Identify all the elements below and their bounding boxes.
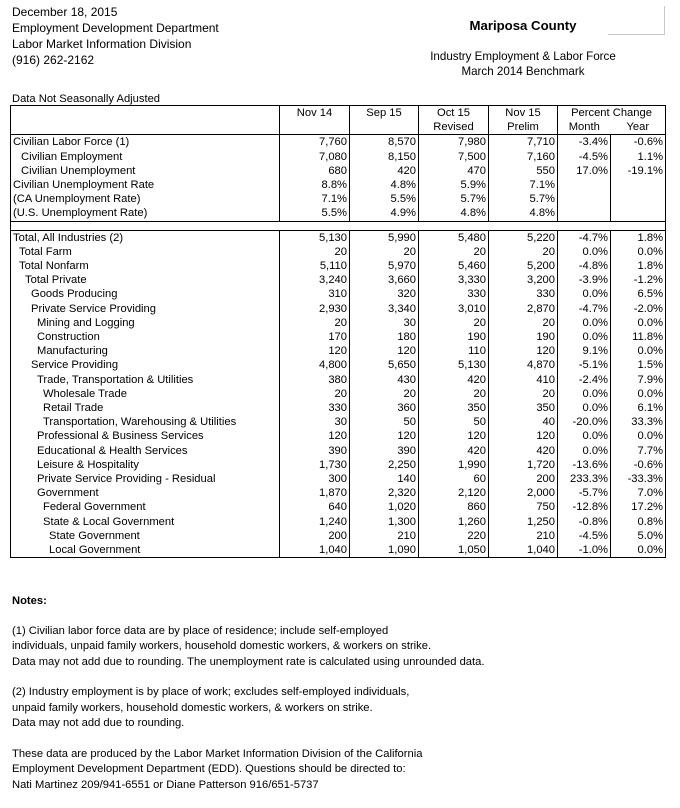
value-cell: 3,240 [280, 273, 350, 287]
row-label: Total Nonfarm [11, 259, 280, 273]
value-cell: 20 [489, 245, 558, 259]
value-cell: 120 [280, 429, 350, 443]
value-cell: 2,320 [350, 486, 419, 500]
value-cell: 5,460 [419, 259, 489, 273]
value-cell: 5,990 [350, 230, 419, 245]
value-cell: 2,250 [350, 458, 419, 472]
month-change-cell [558, 192, 611, 206]
row-label: Professional & Business Services [11, 429, 280, 443]
value-cell: 4,800 [280, 358, 350, 372]
month-change-cell: -4.7% [558, 230, 611, 245]
year-change-cell: 0.0% [611, 387, 666, 401]
col-nov15-sub: Prelim [489, 120, 558, 135]
value-cell: 40 [489, 415, 558, 429]
year-change-cell: 7.9% [611, 373, 666, 387]
value-cell: 5.9% [419, 178, 489, 192]
table-row [11, 150, 666, 164]
table-row [11, 444, 666, 458]
note-line: Data may not add due to rounding. [12, 717, 185, 729]
value-cell: 7,710 [489, 135, 558, 150]
table-row [11, 500, 666, 514]
year-change-cell: 17.2% [611, 500, 666, 514]
table-row [11, 486, 666, 500]
value-cell: 50 [419, 415, 489, 429]
value-cell: 320 [350, 287, 419, 301]
year-change-cell [611, 178, 666, 192]
value-cell: 8.8% [280, 178, 350, 192]
month-change-cell: -20.0% [558, 415, 611, 429]
value-cell: 5.7% [489, 192, 558, 206]
table-row [11, 529, 666, 543]
value-cell: 640 [280, 500, 350, 514]
value-cell: 210 [350, 529, 419, 543]
year-change-cell: 1.1% [611, 150, 666, 164]
year-change-cell [611, 192, 666, 206]
row-label: Total, All Industries (2) [11, 230, 280, 245]
value-cell: 20 [419, 245, 489, 259]
value-cell: 330 [280, 401, 350, 415]
month-change-cell: -1.0% [558, 543, 611, 558]
table-row [11, 344, 666, 358]
value-cell: 4.9% [350, 206, 419, 221]
value-cell: 2,870 [489, 302, 558, 316]
row-label: Private Service Providing [11, 302, 280, 316]
value-cell: 30 [280, 415, 350, 429]
value-cell: 7.1% [489, 178, 558, 192]
header-blank-2 [11, 120, 280, 135]
row-label: Civilian Employment [11, 150, 280, 164]
value-cell: 1,250 [489, 515, 558, 529]
division-name: Labor Market Information Division [12, 37, 192, 51]
month-change-cell: -0.8% [558, 515, 611, 529]
value-cell: 860 [419, 500, 489, 514]
table-row [11, 515, 666, 529]
value-cell: 3,010 [419, 302, 489, 316]
row-label: Transportation, Warehousing & Utilities [11, 415, 280, 429]
month-change-cell: -5.1% [558, 358, 611, 372]
value-cell: 20 [489, 316, 558, 330]
value-cell: 1,260 [419, 515, 489, 529]
value-cell: 1,020 [350, 500, 419, 514]
value-cell: 1,990 [419, 458, 489, 472]
col-month: Month [568, 121, 600, 134]
table-row [11, 259, 666, 273]
labor-force-section [11, 135, 666, 221]
employment-table [10, 105, 666, 558]
month-change-cell: -3.4% [558, 135, 611, 150]
department-name: Employment Development Department [12, 21, 219, 35]
table-row [11, 206, 666, 221]
month-change-cell: 0.0% [558, 387, 611, 401]
value-cell: 350 [489, 401, 558, 415]
month-change-cell: 9.1% [558, 344, 611, 358]
year-change-cell: -2.0% [611, 302, 666, 316]
row-label: Wholesale Trade [11, 387, 280, 401]
value-cell: 200 [489, 472, 558, 486]
table-row [11, 316, 666, 330]
year-change-cell: -33.3% [611, 472, 666, 486]
value-cell: 7,160 [489, 150, 558, 164]
value-cell: 8,570 [350, 135, 419, 150]
table-row [11, 415, 666, 429]
note-line: (2) Industry employment is by place of work; excludes self-employed individuals, [12, 686, 410, 698]
year-change-cell: 1.8% [611, 259, 666, 273]
county-title: Mariposa County [469, 18, 577, 33]
row-label: (U.S. Unemployment Rate) [11, 206, 280, 221]
value-cell: 20 [419, 316, 489, 330]
value-cell: 180 [350, 330, 419, 344]
value-cell: 140 [350, 472, 419, 486]
value-cell: 3,340 [350, 302, 419, 316]
value-cell: 420 [350, 164, 419, 178]
table-row [11, 373, 666, 387]
col-nov14-sub [280, 120, 350, 135]
value-cell: 30 [350, 316, 419, 330]
value-cell: 1,240 [280, 515, 350, 529]
value-cell: 5,200 [489, 259, 558, 273]
value-cell: 2,930 [280, 302, 350, 316]
month-change-cell: -4.5% [558, 529, 611, 543]
table-row [11, 472, 666, 486]
value-cell: 5,970 [350, 259, 419, 273]
year-change-cell: 6.5% [611, 287, 666, 301]
value-cell: 120 [350, 344, 419, 358]
row-label: Construction [11, 330, 280, 344]
value-cell: 330 [419, 287, 489, 301]
note-line: Nati Martinez 209/941-6551 or Diane Patterson 916/651-5737 [12, 778, 319, 791]
value-cell: 3,200 [489, 273, 558, 287]
table-row [11, 135, 666, 150]
notes-section [12, 594, 662, 808]
value-cell: 1,050 [419, 543, 489, 558]
year-change-cell: 7.0% [611, 486, 666, 500]
col-sep15: Sep 15 [350, 106, 419, 121]
value-cell: 20 [280, 245, 350, 259]
note-line: Data may not add due to rounding. The unemployment rate is calculated using unrounded data. [12, 655, 485, 668]
value-cell: 750 [489, 500, 558, 514]
note-line: individuals, unpaid family workers, household domestic workers, & workers on strike. [12, 640, 432, 652]
value-cell: 5.5% [280, 206, 350, 221]
value-cell: 5,110 [280, 259, 350, 273]
month-change-cell: 0.0% [558, 444, 611, 458]
value-cell: 210 [489, 529, 558, 543]
value-cell: 1,730 [280, 458, 350, 472]
value-cell: 5,130 [280, 230, 350, 245]
month-change-cell [558, 206, 611, 221]
table-row [11, 401, 666, 415]
year-change-cell: 0.0% [611, 429, 666, 443]
year-change-cell: 5.0% [611, 529, 666, 543]
value-cell: 2,120 [419, 486, 489, 500]
value-cell: 470 [419, 164, 489, 178]
value-cell: 20 [280, 316, 350, 330]
col-year: Year [611, 120, 666, 135]
value-cell: 300 [280, 472, 350, 486]
row-label: Leisure & Hospitality [11, 458, 280, 472]
section-gap [11, 221, 666, 230]
value-cell: 680 [280, 164, 350, 178]
table-row [11, 178, 666, 192]
value-cell: 430 [350, 373, 419, 387]
note-line: unpaid family workers, household domestic workers, & workers on strike. [12, 701, 373, 714]
year-change-cell: 7.7% [611, 444, 666, 458]
row-label: Service Providing [11, 358, 280, 372]
table-row [11, 429, 666, 443]
subtitle-line-1: Industry Employment & Labor Force [430, 50, 616, 63]
col-sep15-sub [350, 120, 419, 135]
year-change-cell: -19.1% [611, 164, 666, 178]
month-change-cell: 0.0% [558, 316, 611, 330]
value-cell: 1,870 [280, 486, 350, 500]
value-cell: 8,150 [350, 150, 419, 164]
value-cell: 7,980 [419, 135, 489, 150]
row-label: Civilian Labor Force (1) [11, 135, 280, 150]
value-cell: 550 [489, 164, 558, 178]
table-row [11, 358, 666, 372]
value-cell: 190 [419, 330, 489, 344]
value-cell: 5,650 [350, 358, 419, 372]
value-cell: 120 [489, 429, 558, 443]
table-row [11, 543, 666, 558]
year-change-cell: 6.1% [611, 401, 666, 415]
value-cell: 390 [350, 444, 419, 458]
value-cell: 360 [350, 401, 419, 415]
value-cell: 7,760 [280, 135, 350, 150]
report-subtitle [416, 49, 630, 79]
value-cell: 120 [280, 344, 350, 358]
year-change-cell [611, 206, 666, 221]
month-change-cell: -4.7% [558, 302, 611, 316]
table-row [11, 245, 666, 259]
value-cell: 120 [350, 429, 419, 443]
report-date: December 18, 2015 [12, 5, 118, 19]
month-change-cell: 17.0% [558, 164, 611, 178]
value-cell: 5,220 [489, 230, 558, 245]
table-row [11, 330, 666, 344]
row-label: (CA Unemployment Rate) [11, 192, 280, 206]
year-change-cell: 11.8% [611, 330, 666, 344]
month-change-cell: -2.4% [558, 373, 611, 387]
value-cell: 20 [350, 387, 419, 401]
note-line: (1) Civilian labor force data are by place of residence; include self-employed [12, 624, 389, 637]
note-2 [12, 685, 662, 732]
month-change-cell: 0.0% [558, 429, 611, 443]
month-change-cell: 0.0% [558, 330, 611, 344]
value-cell: 420 [419, 444, 489, 458]
value-cell: 1,040 [489, 543, 558, 558]
phone-number: (916) 262-2162 [12, 53, 95, 67]
value-cell: 5.5% [350, 192, 419, 206]
table-row [11, 458, 666, 472]
row-label: Federal Government [11, 500, 280, 514]
notes-title: Notes: [12, 595, 47, 607]
row-label: Manufacturing [11, 344, 280, 358]
value-cell: 120 [419, 429, 489, 443]
row-label: Civilian Unemployment [11, 164, 280, 178]
table-row [11, 287, 666, 301]
row-label: Private Service Providing - Residual [11, 472, 280, 486]
row-label: Educational & Health Services [11, 444, 280, 458]
value-cell: 7,080 [280, 150, 350, 164]
value-cell: 2,000 [489, 486, 558, 500]
year-change-cell: 1.8% [611, 230, 666, 245]
table-row [11, 230, 666, 245]
value-cell: 200 [280, 529, 350, 543]
year-change-cell: -0.6% [611, 458, 666, 472]
value-cell: 330 [489, 287, 558, 301]
month-change-cell: 0.0% [558, 401, 611, 415]
header-box [608, 6, 665, 35]
adjustment-note: Data Not Seasonally Adjusted [12, 93, 161, 105]
year-change-cell: 0.0% [611, 543, 666, 558]
col-percent-change: Percent Change [558, 106, 666, 121]
value-cell: 4.8% [489, 206, 558, 221]
month-change-cell: -13.6% [558, 458, 611, 472]
row-label: Goods Producing [11, 287, 280, 301]
row-label: State & Local Government [11, 515, 280, 529]
table-row [11, 164, 666, 178]
value-cell: 5,480 [419, 230, 489, 245]
value-cell: 1,720 [489, 458, 558, 472]
year-change-cell: 0.0% [611, 245, 666, 259]
value-cell: 4,870 [489, 358, 558, 372]
value-cell: 7.1% [280, 192, 350, 206]
value-cell: 380 [280, 373, 350, 387]
value-cell: 3,660 [350, 273, 419, 287]
row-label: Total Private [11, 273, 280, 287]
year-change-cell: 0.0% [611, 344, 666, 358]
year-change-cell: -1.2% [611, 273, 666, 287]
note-1 [12, 624, 662, 671]
col-nov14: Nov 14 [280, 106, 350, 121]
month-change-cell: -12.8% [558, 500, 611, 514]
value-cell: 50 [350, 415, 419, 429]
value-cell: 5.7% [419, 192, 489, 206]
value-cell: 190 [489, 330, 558, 344]
value-cell: 7,500 [419, 150, 489, 164]
row-label: Mining and Logging [11, 316, 280, 330]
value-cell: 420 [489, 444, 558, 458]
table-row [11, 302, 666, 316]
row-label: Local Government [11, 543, 280, 558]
value-cell: 5,130 [419, 358, 489, 372]
value-cell: 20 [489, 387, 558, 401]
value-cell: 1,300 [350, 515, 419, 529]
value-cell: 170 [280, 330, 350, 344]
subtitle-line-2: March 2014 Benchmark [461, 65, 585, 78]
value-cell: 4.8% [350, 178, 419, 192]
note-3 [12, 747, 662, 794]
value-cell: 20 [419, 387, 489, 401]
month-change-cell [558, 178, 611, 192]
value-cell: 310 [280, 287, 350, 301]
value-cell: 350 [419, 401, 489, 415]
month-change-cell: -4.8% [558, 259, 611, 273]
value-cell: 20 [280, 387, 350, 401]
month-change-cell: 233.3% [558, 472, 611, 486]
row-label: Total Farm [11, 245, 280, 259]
table-row [11, 192, 666, 206]
value-cell: 1,040 [280, 543, 350, 558]
col-oct15: Oct 15 [419, 106, 489, 121]
row-label: Trade, Transportation & Utilities [11, 373, 280, 387]
table-row [11, 387, 666, 401]
year-change-cell: 1.5% [611, 358, 666, 372]
value-cell: 390 [280, 444, 350, 458]
year-change-cell: 0.8% [611, 515, 666, 529]
note-line: Employment Development Department (EDD). Questions should be directed to: [12, 763, 406, 775]
row-label: Government [11, 486, 280, 500]
month-change-cell: 0.0% [558, 287, 611, 301]
value-cell: 60 [419, 472, 489, 486]
row-label: Retail Trade [11, 401, 280, 415]
year-change-cell: 33.3% [611, 415, 666, 429]
year-change-cell: -0.6% [611, 135, 666, 150]
report-header [12, 4, 219, 68]
month-change-cell: -4.5% [558, 150, 611, 164]
year-change-cell: 0.0% [611, 316, 666, 330]
row-label: State Government [11, 529, 280, 543]
value-cell: 3,330 [419, 273, 489, 287]
value-cell: 220 [419, 529, 489, 543]
col-nov15: Nov 15 [489, 106, 558, 121]
value-cell: 1,090 [350, 543, 419, 558]
value-cell: 420 [419, 373, 489, 387]
value-cell: 4.8% [419, 206, 489, 221]
value-cell: 110 [419, 344, 489, 358]
value-cell: 410 [489, 373, 558, 387]
month-change-cell: 0.0% [558, 245, 611, 259]
value-cell: 120 [489, 344, 558, 358]
col-oct15-sub: Revised [419, 120, 489, 135]
value-cell: 20 [350, 245, 419, 259]
row-label: Civilian Unemployment Rate [11, 178, 280, 192]
note-line: These data are produced by the Labor Market Information Division of the California [12, 747, 423, 760]
month-change-cell: -5.7% [558, 486, 611, 500]
header-blank [11, 106, 280, 121]
industry-section [11, 230, 666, 558]
month-change-cell: -3.9% [558, 273, 611, 287]
table-row [11, 273, 666, 287]
